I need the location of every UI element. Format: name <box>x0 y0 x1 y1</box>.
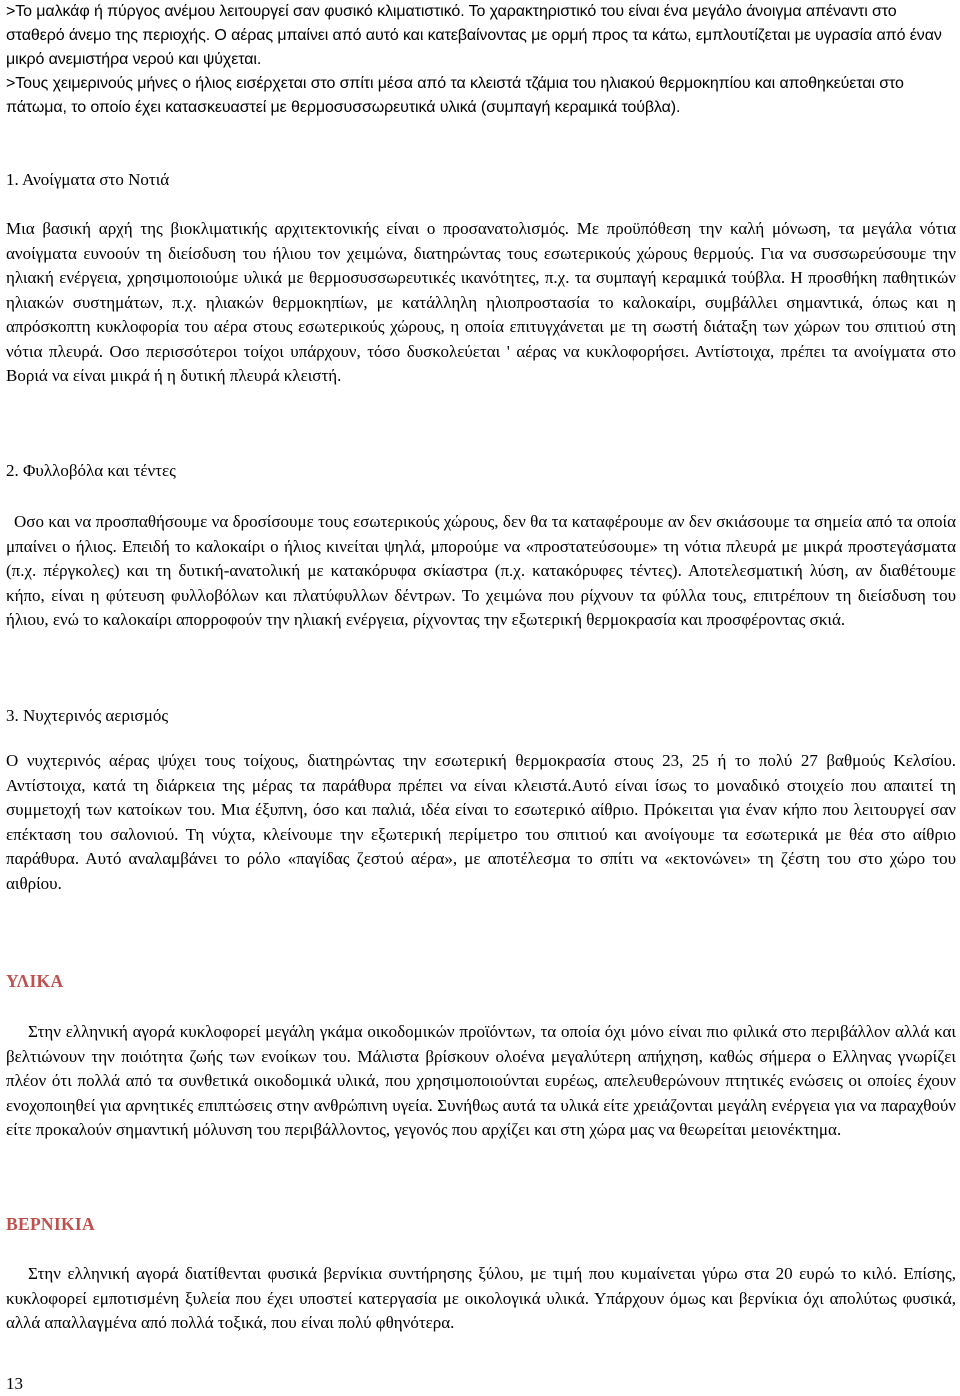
section-heading-south-openings: 1. Ανοίγματα στο Νοτιά <box>6 170 170 189</box>
section-heading-materials: ΥΛΙΚΑ <box>6 971 64 991</box>
section-heading-night-ventilation: 3. Νυχτερινός αερισμός <box>6 706 169 725</box>
section-body-deciduous-awnings: Οσο και να προσπαθήσουμε να δροσίσουμε τους εσωτερικούς χώρους, δεν θα τα καταφέρουμε αν δεν σκιάσουμε τα σημεία από τα οποία μπαίνει ο ήλιος. Επειδή το καλοκαίρι ο ήλιος κινείται ψηλά, μπορούμε να «προστατεύσουμε» τη νότια πλευρά με μικρά προστεγάσματα (π.χ. πέργκολες) και τη δυτική-ανατολική με κατακόρυφα σκίαστρα (π.χ. κατακόρυφες τέντες). Αποτελεσματική λύση, αν διαθέτουμε κήπο, είναι η φύτευση φυλλοβόλων και πλατύφυλλων δέντρων. Το χειμώνα που ρίχνουν τα φύλλα τους, επιτρέπουν τη διείσδυση του ήλιου, ενώ το καλοκαίρι απορροφούν την ηλιακή ενέργεια, ρίχνοντας την εξωτερική θερμοκρασία και προσφέροντας σκιά. <box>6 512 956 629</box>
section-heading-varnishes: ΒΕΡΝΙΚΙΑ <box>6 1214 95 1234</box>
section-body-varnishes: Στην ελληνική αγορά διατίθενται φυσικά βερνίκια συντήρησης ξύλου, με τιμή που κυμαίνεται γύρω στα 20 ευρώ το κιλό. Επίσης, κυκλοφορεί εμποτισμένη ξυλεία που έχει υποστεί κατεργασία με οικολογικά υλικά. Υπάρχουν όμως και βερνίκια όχι απολύτως φυσικά, αλλά απαλλαγμένα από πολλά τοξικά, που είναι πολύ φθηνότερα. <box>6 1264 956 1332</box>
page-number: 13 <box>6 1374 23 1393</box>
section-body-south-openings: Μια βασική αρχή της βιοκλιματικής αρχιτεκτονικής είναι ο προσανατολισμός. Με προϋπόθεση την καλή μόνωση, τα μεγάλα νότια ανοίγματα ευνοούν τη διείσδυση του ήλιου τον χειμώνα, διατηρώντας τους εσωτερικούς χώρους θερμούς. Για να συσσωρεύσουμε την ηλιακή ενέργεια, χρησιμοποιούμε υλικά με θερμοσυσσωρευτικές ικανότητες, π.χ. τα συμπαγή κεραμικά τούβλα. Η προσθήκη παθητικών ηλιακών συστημάτων, π.χ. ηλιακών θερμοκηπίων, με κατάλληλη ηλιοπροστασία το καλοκαίρι, συμβάλλει σημαντικά, όπως και η απρόσκοπτη κυκλοφορία του αέρα στους εσωτερικούς χώρους, η οποία επιτυγχάνεται με τη σωστή διάταξη των χώρων του σπιτιού στη νότια πλευρά. Οσο περισσότεροι τοίχοι υπάρχουν, τόσο δυσκολεύεται ' αέρας να κυκλοφορήσει. Αντίστοιχα, πρέπει τα ανοίγματα στο Βοριά να είναι μικρά ή η δυτική πλευρά κλειστή. <box>6 219 956 385</box>
intro-paragraph-winter: >Τους χειμερινούς μήνες ο ήλιος εισέρχεται στο σπίτι μέσα από τα κλειστά τζάμια του ηλιακού θερμοκηπίου και αποθηκεύεται στο πάτωμα, το οποίο έχει κατασκευαστεί με θερμοσυσσωρευτικά υλικά (συμπαγή κεραμικά τούβλα). <box>6 75 904 116</box>
section-body-night-ventilation: Ο νυχτερινός αέρας ψύχει τους τοίχους, διατηρώντας την εσωτερική θερμοκρασία στους 23, 25 ή το πολύ 27 βαθμούς Κελσίου. Αντίστοιχα, κατά τη διάρκεια της μέρας τα παράθυρα πρέπει να είναι κλειστά.Αυτό είναι ίσως το μοναδικό στοιχείο που απαιτεί τη συμμετοχή των κατοίκων του. Μια έξυπνη, όσο και παλιά, ιδέα είναι το εσωτερικό αίθριο. Πρόκειται για έναν κήπο που λειτουργεί σαν επέκταση του σαλονιού. Τη νύχτα, κλείνουμε την εξωτερική περίμετρο του σπιτιού και ανοίγουμε τα εσωτερικά με θέα στο αίθριο παράθυρα. Αυτό αναλαμβάνει το ρόλο «παγίδας ζεστού αέρα», με αποτέλεσμα το σπίτι να «εκτονώνει» τη ζέστη του στο χώρο του αιθρίου. <box>6 751 956 893</box>
intro-paragraph-malkaf: >Το μαλκάφ ή πύργος ανέμου λειτουργεί σαν φυσικό κλιματιστικό. Το χαρακτηριστικό του είναι ένα μεγάλο άνοιγμα απέναντι στο σταθερό άνεμο της περιοχής. Ο αέρας μπαίνει από αυτό και κατεβαίνοντας με ορμή προς τα κάτω, εμπλουτίζεται με υγρασία από έναν μικρό ανεμιστήρα νερού και ψύχεται. <box>6 3 942 68</box>
section-body-materials: Στην ελληνική αγορά κυκλοφορεί μεγάλη γκάμα οικοδομικών προϊόντων, τα οποία όχι μόνο είναι πιο φιλικά στο περιβάλλον αλλά και βελτιώνουν την ποιότητα ζωής των ενοίκων του. Μάλιστα βρίσκουν ολοένα μεγαλύτερη απήχηση, καθώς σήμερα ο Ελληνας γνωρίζει πλέον ότι πολλά από τα συνθετικά οικοδομικά υλικά, που χρησιμοποιούνται ευρέως, απελευθερώνουν πτητικές ενώσεις οι οποίες έχουν ενοχοποιηθεί για αρνητικές επιπτώσεις στην ανθρώπινη υγεία. Συνήθως αυτά τα υλικά είτε χρειάζονται μεγάλη ενέργεια για να παραχθούν είτε προκαλούν σημαντική μόλυνση του περιβάλλοντος, γεγονός που αρχίζει και στη χώρα μας να θεωρείται μειονέκτημα. <box>6 1022 956 1139</box>
section-heading-deciduous-awnings: 2. Φυλλοβόλα και τέντες <box>6 461 176 480</box>
